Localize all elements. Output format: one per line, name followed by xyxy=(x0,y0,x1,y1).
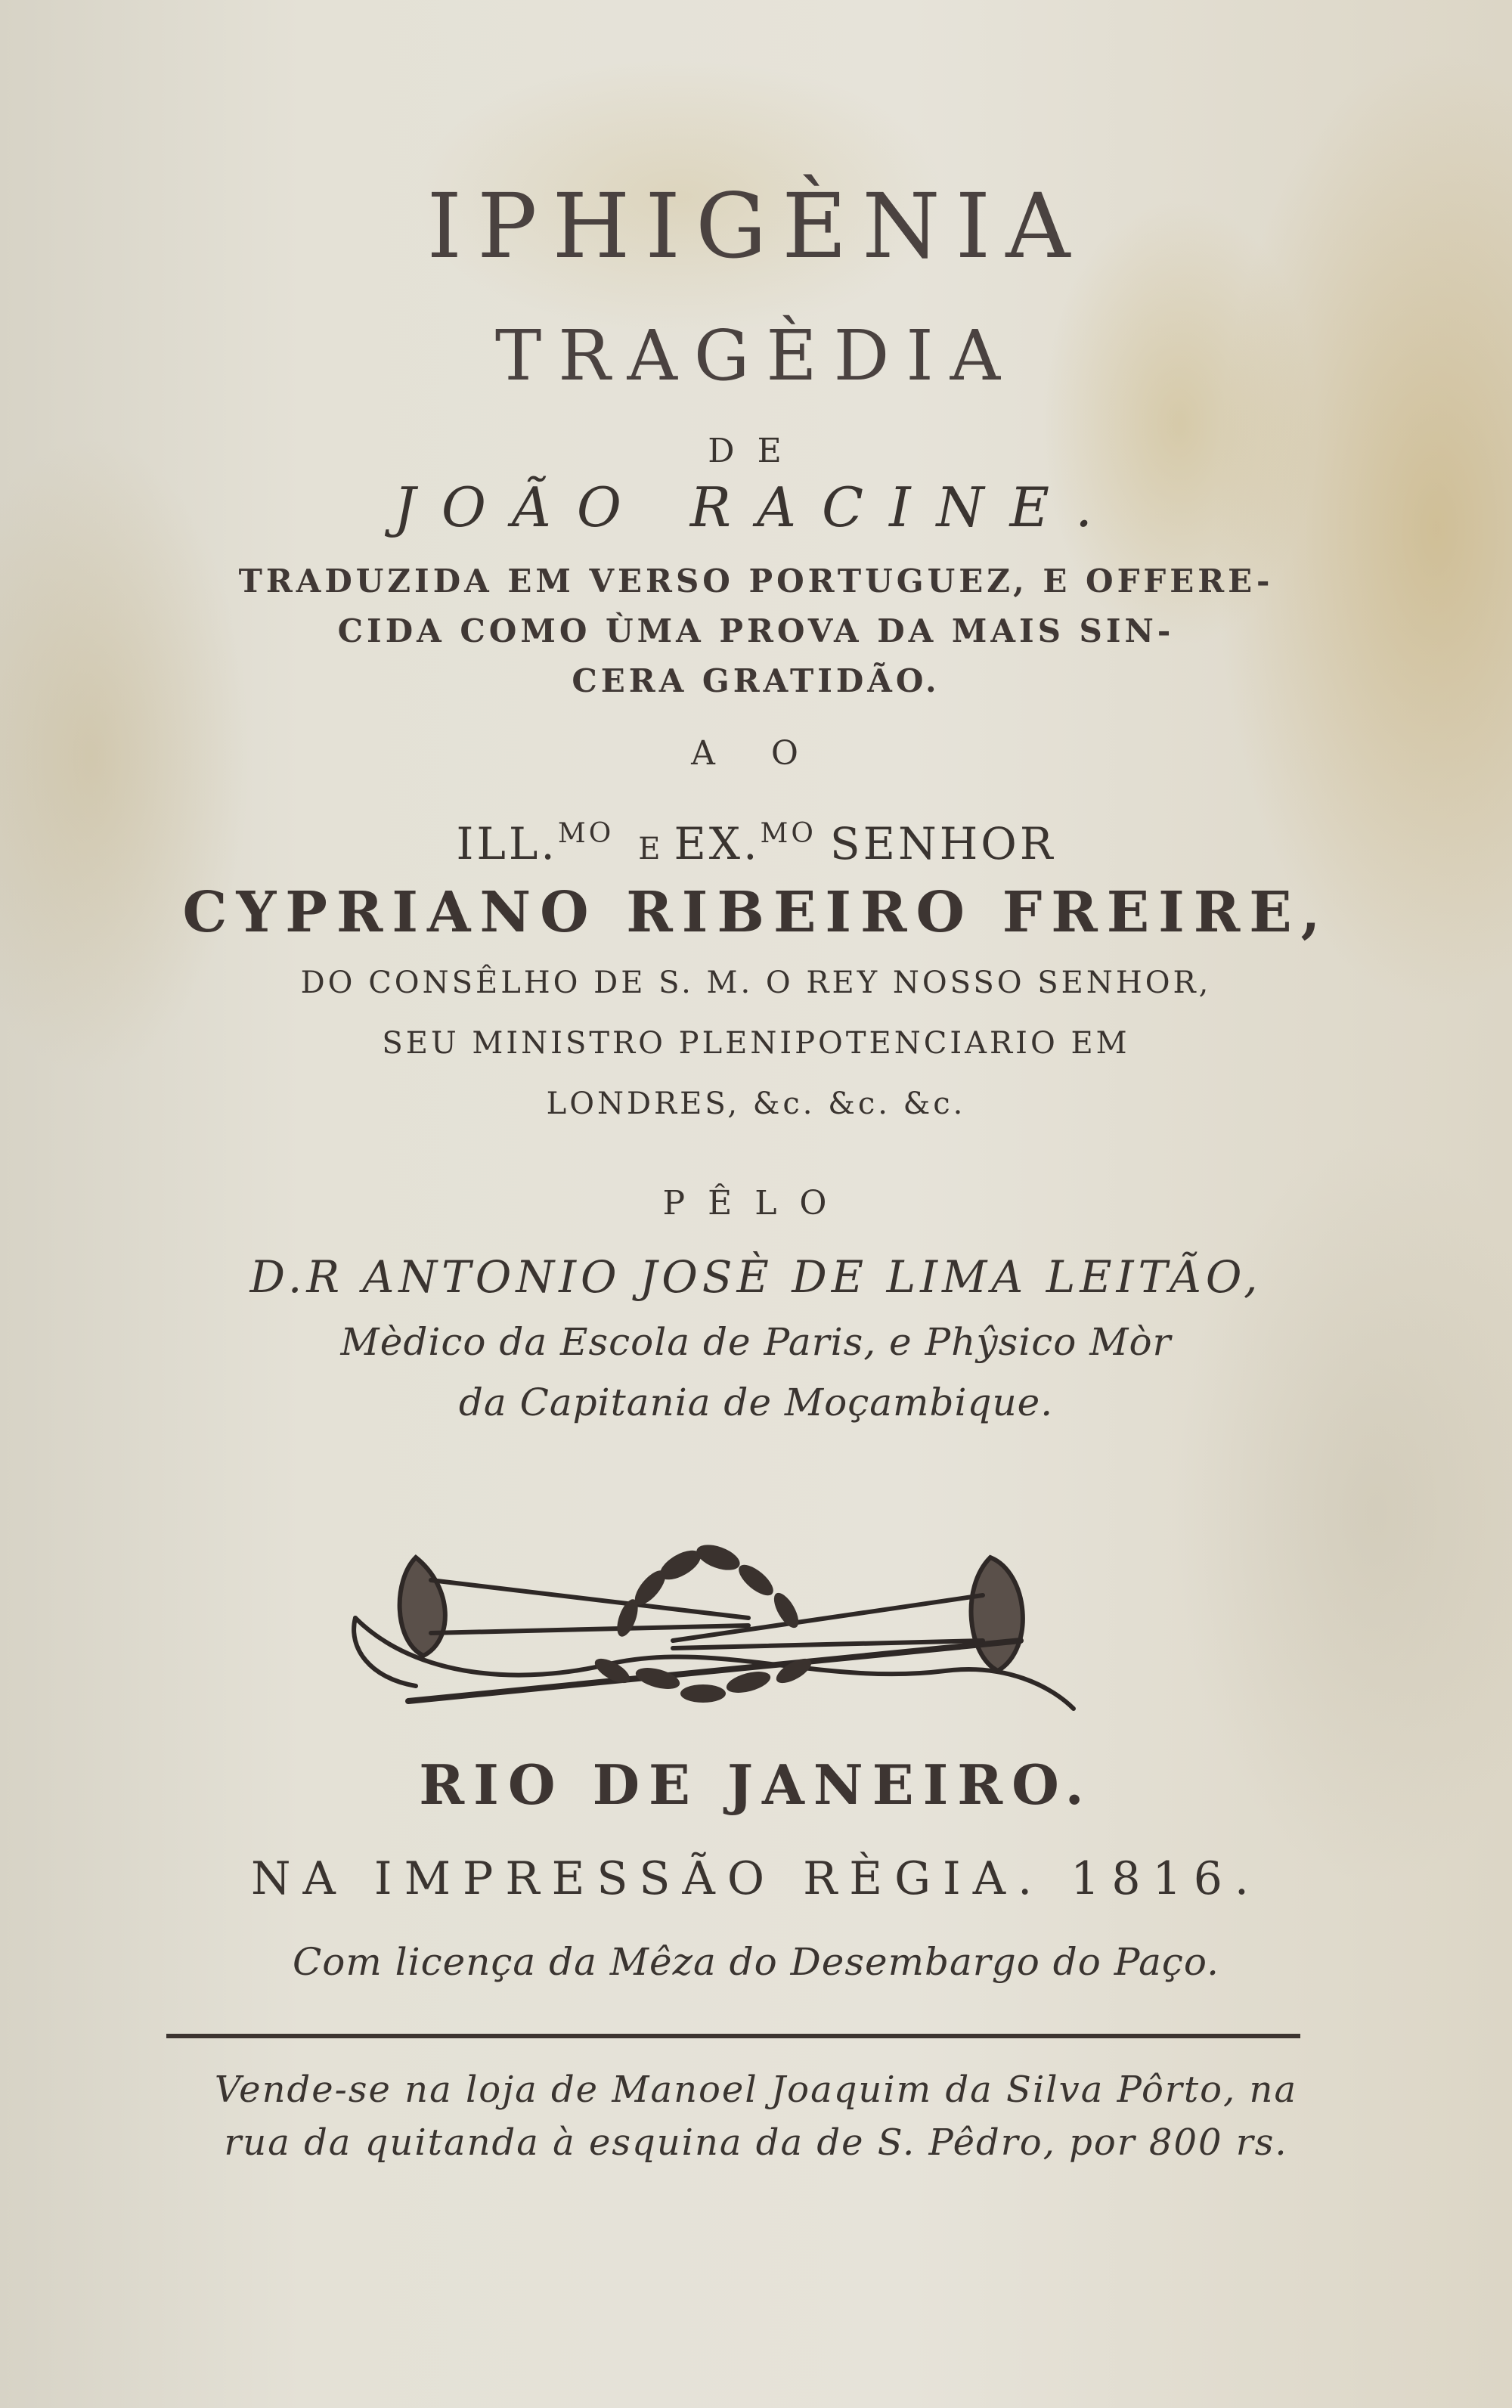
by-connector: DE xyxy=(708,432,804,470)
recipient-office-line: DO CONSÊLHO DE S. M. O REY NOSSO SENHOR, xyxy=(300,965,1212,1000)
honorific-senhor: SENHOR xyxy=(829,818,1056,869)
translator-credentials-line: da Capitania de Moçambique. xyxy=(458,1381,1054,1424)
book-title: IPHIGÈNIA xyxy=(426,174,1086,278)
recipient-office-line: SEU MINISTRO PLENIPOTENCIARIO EM xyxy=(382,1026,1130,1061)
trumpets-and-laurel-ornament-icon xyxy=(325,1527,1081,1739)
imprint-press: NA IMPRESSÃO RÈGIA. 1816. xyxy=(251,1852,1261,1905)
recipient-name: CYPRIANO RIBEIRO FREIRE, xyxy=(182,880,1330,945)
imprint-place: RIO DE JANEIRO. xyxy=(419,1753,1093,1817)
honorific-ill-superscript: MO xyxy=(557,818,615,849)
translator-connector: PÊLO xyxy=(662,1184,850,1223)
recipient-office-line: LONDRES, &c. &c. &c. xyxy=(546,1086,966,1121)
divider-rule xyxy=(166,2034,1300,2038)
sale-note-line: Vende-se na loja de Manoel Joaquim da Silva Pôrto, na xyxy=(214,2069,1298,2111)
author-name: JOÃO RACINE. xyxy=(394,476,1118,539)
translation-note-line: TRADUZIDA EM VERSO PORTUGUEZ, E OFFERE- xyxy=(238,562,1274,600)
translator-name: D.R ANTONIO JOSÈ DE LIMA LEITÃO, xyxy=(249,1251,1263,1303)
honorific-and: E xyxy=(638,832,664,866)
translator-credentials-line: Mèdico da Escola de Paris, e Phŷsico Mòr xyxy=(340,1320,1172,1364)
honorific-ex-superscript: MO xyxy=(760,818,816,849)
translation-note-line: CERA GRATIDÃO. xyxy=(572,662,940,699)
translation-note-line: CIDA COMO ÙMA PROVA DA MAIS SIN- xyxy=(337,612,1175,649)
imprint-licence: Com licença da Mêza do Desembargo do Paço. xyxy=(292,1940,1220,1984)
dedication-connector: A O xyxy=(691,734,821,773)
honorific-ill: ILL. xyxy=(456,818,558,869)
book-genre: TRAGÈDIA xyxy=(494,315,1018,396)
sale-note-line: rua da quitanda à esquina da de S. Pêdro, por 800 rs. xyxy=(224,2121,1288,2164)
honorific-ex: EX. xyxy=(674,818,761,869)
honorific-line xyxy=(0,818,1512,869)
